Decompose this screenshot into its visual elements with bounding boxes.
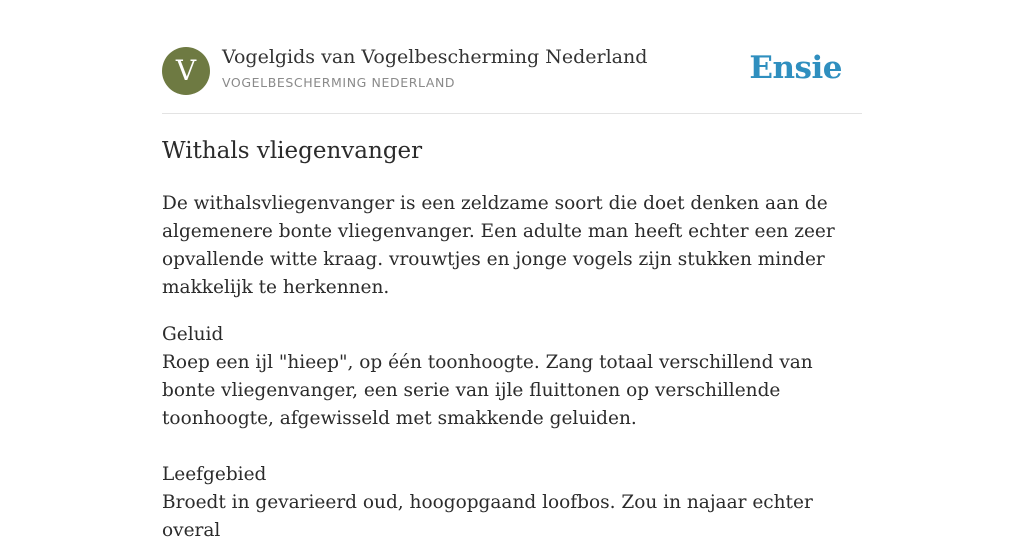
- section-heading: Leefgebied: [162, 464, 267, 485]
- entry-title: Withals vliegenvanger: [162, 138, 423, 164]
- source-subtitle[interactable]: VOGELBESCHERMING NEDERLAND: [222, 75, 456, 90]
- section-spacer: [162, 433, 857, 461]
- entry-content: [162, 190, 857, 545]
- source-header: [162, 46, 862, 96]
- source-avatar[interactable]: V: [162, 47, 210, 95]
- brand-logo-link[interactable]: Ensie: [749, 50, 842, 86]
- section-geluid: [162, 321, 857, 433]
- section-text: Broedt in gevarieerd oud, hoogopgaand loofbos. Zou in najaar echter overal: [162, 492, 813, 541]
- page: [162, 0, 862, 541]
- section-text: Roep een ijl "hieep", op één toonhoogte. Zang totaal verschillend van bonte vliegenvanger, een serie van ijle fluittonen op verschillende toonhoogte, afgewisseld met smakkende geluiden.: [162, 352, 813, 429]
- header-divider: [162, 113, 862, 114]
- source-title[interactable]: Vogelgids van Vogelbescherming Nederland: [222, 46, 648, 68]
- entry-intro: De withalsvliegenvanger is een zeldzame soort die doet denken aan de algemenere bonte vliegenvanger. Een adulte man heeft echter een zeer opvallende witte kraag. vrouwtjes en jonge vogels zijn stukken minder makkelijk te herkennen.: [162, 193, 835, 298]
- section-heading: Geluid: [162, 324, 224, 345]
- section-leefgebied: [162, 461, 857, 545]
